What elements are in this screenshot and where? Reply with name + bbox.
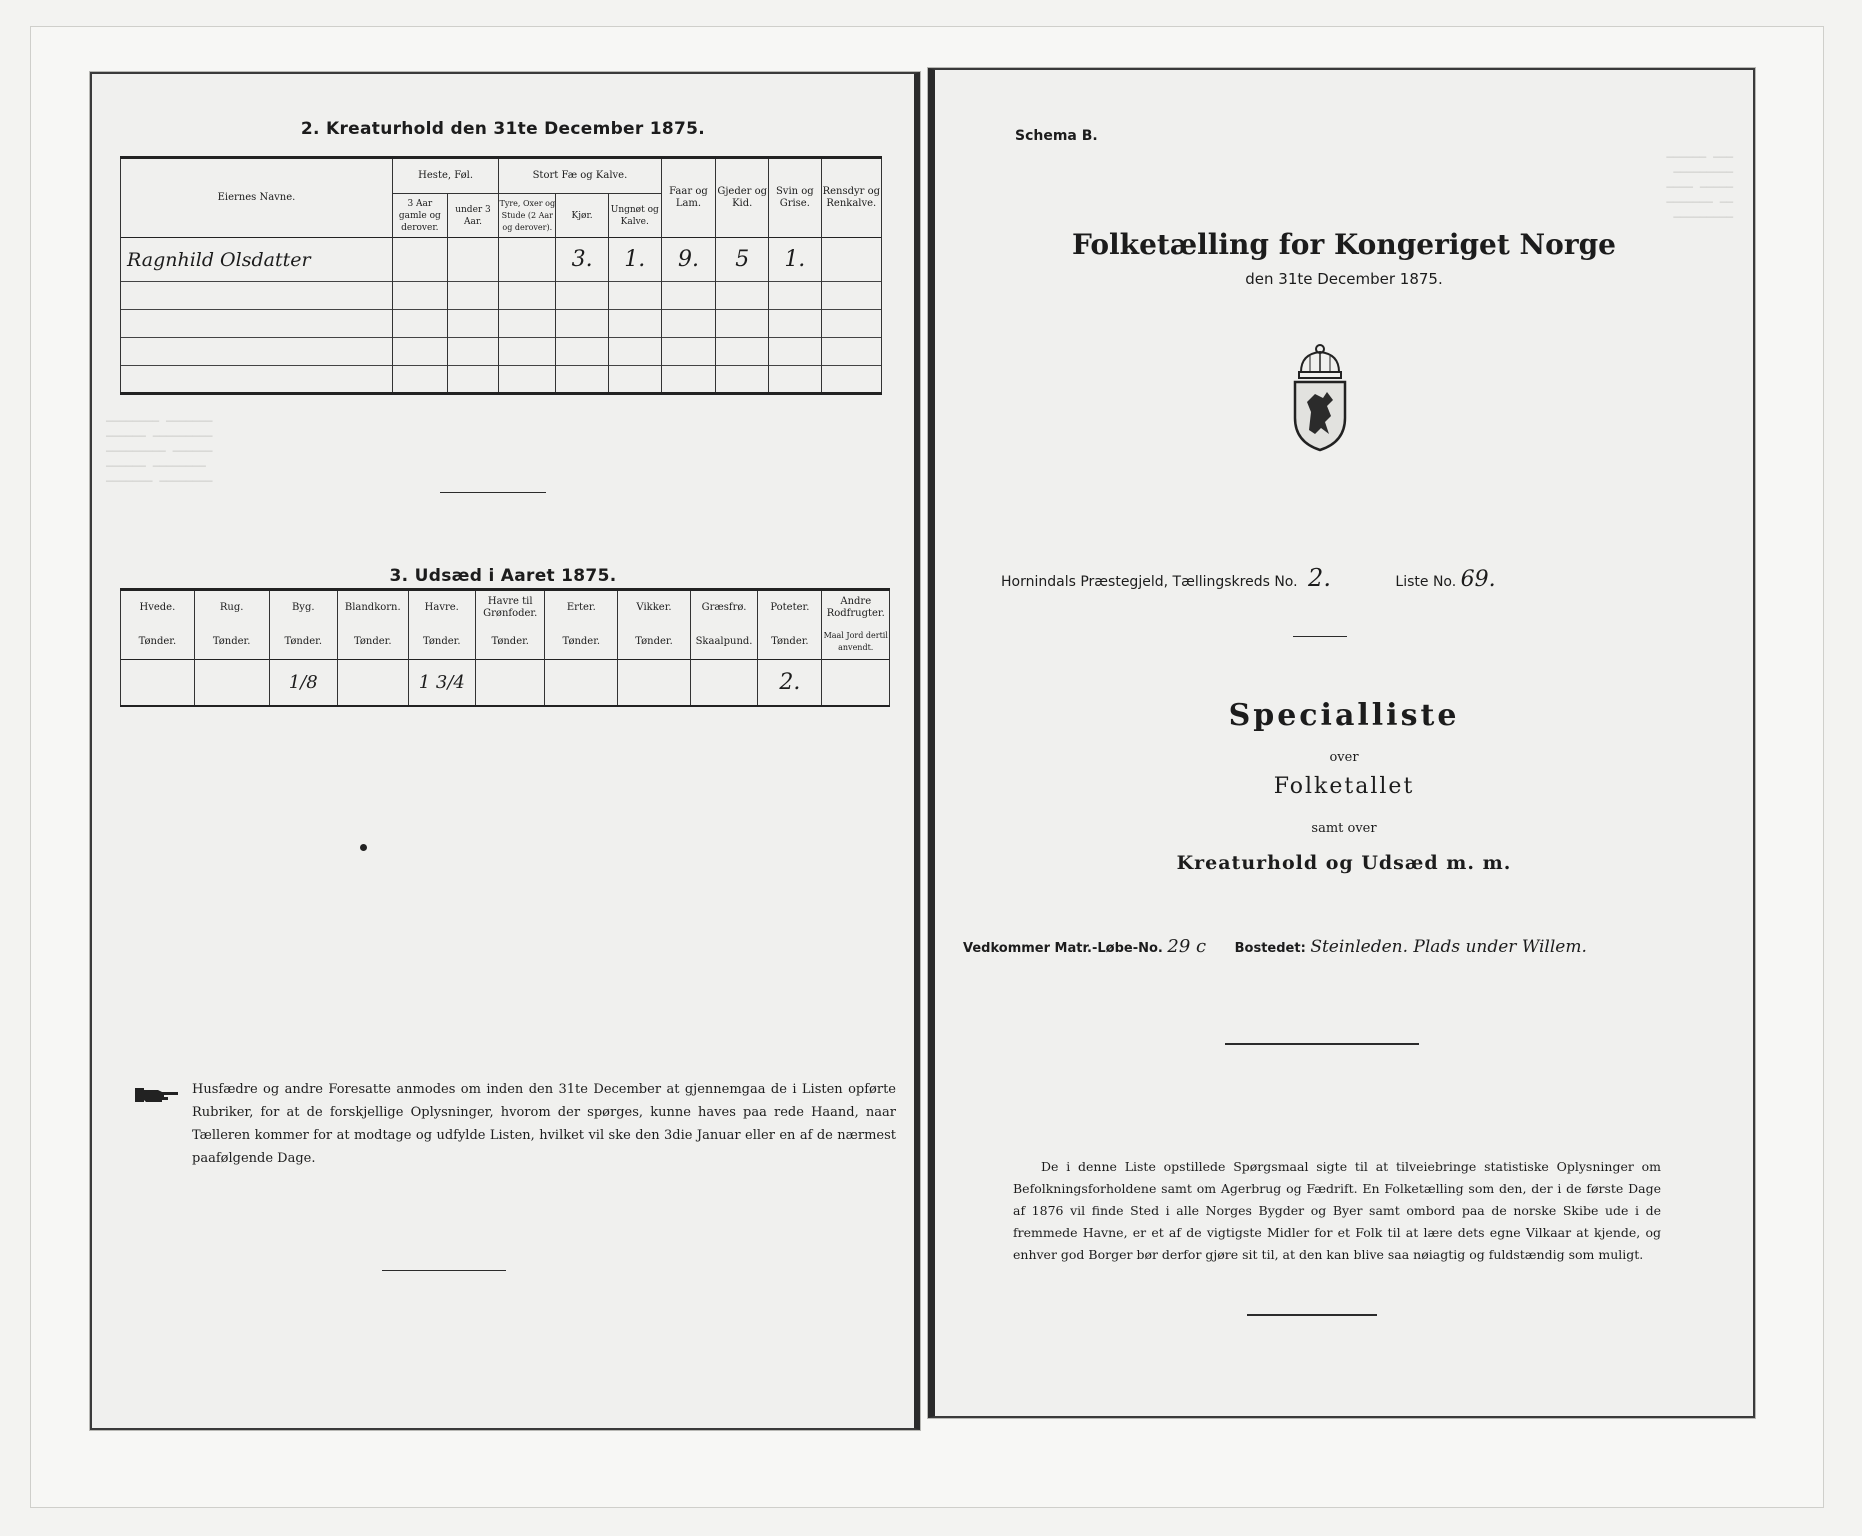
coat-of-arms-icon <box>1287 342 1353 454</box>
right-page <box>928 68 1755 1418</box>
divider <box>382 1270 506 1271</box>
seed-unit: Tønder. <box>618 626 691 660</box>
sheep-header: Faar og Lam. <box>661 158 716 238</box>
bosted-value: Steinleden. Plads under Willem. <box>1310 937 1587 957</box>
samt-over-text: samt over <box>1311 821 1377 836</box>
seed-heading: 3. Udsæd i Aaret 1875. <box>389 566 617 586</box>
seed-col-byg: Byg. <box>269 590 337 626</box>
seed-col-rug: Rug. <box>194 590 269 626</box>
sheep-value: 9. <box>661 238 716 282</box>
seed-col-erter: Erter. <box>545 590 618 626</box>
seed-col-vikker: Vikker. <box>618 590 691 626</box>
seed-col-rodfrugter: Andre Rodfrugter. <box>822 590 890 626</box>
seed-unit: Tønder. <box>758 626 822 660</box>
folketallet-text: Folketallet <box>1273 774 1415 799</box>
circuit-label: Tællingskreds No. <box>1172 574 1298 590</box>
census-title: Folketælling for Kongeriget Norge <box>1072 228 1616 261</box>
calves-header: Ungnøt og Kalve. <box>608 194 661 238</box>
horses-young-header: under 3 Aar. <box>447 194 499 238</box>
owner-header: Eiernes Navne. <box>121 158 393 238</box>
table-row <box>121 310 882 338</box>
pigs-value: 1. <box>769 238 822 282</box>
livestock-heading: 2. Kreaturhold den 31te December 1875. <box>300 119 706 139</box>
specialliste-heading: Specialliste <box>1228 698 1460 733</box>
matr-line <box>963 936 1587 957</box>
seed-value <box>194 660 269 706</box>
census-date: den 31te December 1875. <box>1245 270 1443 288</box>
seed-unit: Tønder. <box>475 626 545 660</box>
parish-label: Hornindals Præstegjeld, <box>1001 574 1169 590</box>
goats-header: Gjeder og Kid. <box>716 158 769 238</box>
seed-unit: Tønder. <box>269 626 337 660</box>
matr-value: 29 c <box>1167 936 1207 957</box>
seed-unit: Tønder. <box>194 626 269 660</box>
ink-dot <box>360 844 367 851</box>
horses-header: Heste, Føl. <box>392 158 498 194</box>
seed-col-havre-gronfoder: Havre til Grønfoder. <box>475 590 545 626</box>
goats-value: 5 <box>716 238 769 282</box>
horses-old-header: 3 Aar gamle og derover. <box>392 194 447 238</box>
pointing-hand-icon <box>134 1084 180 1106</box>
divider <box>440 492 546 493</box>
bosted-label: Bostedet: <box>1234 941 1306 956</box>
bulls-header: Tyre, Oxer og Stude (2 Aar og derover). <box>499 194 556 238</box>
cattle-header: Stort Fæ og Kalve. <box>499 158 661 194</box>
divider <box>1293 636 1347 637</box>
seed-unit: Tønder. <box>545 626 618 660</box>
seed-unit: Tønder. <box>121 626 195 660</box>
divider <box>1247 1314 1377 1316</box>
list-value: 69. <box>1460 567 1496 592</box>
seed-col-havre: Havre. <box>408 590 475 626</box>
seed-value <box>121 660 195 706</box>
seed-col-blandkorn: Blandkorn. <box>337 590 408 626</box>
table-row <box>121 366 882 394</box>
purpose-paragraph: De i denne Liste opstillede Spørgsmaal sigte til at tilveiebringe statistiske Oplysninger om Befolkningsforholdene samt om Agerbrug og Fædrift. En Folketælling som den, der i de første Dage af 1876 vil finde Sted i alle Norges Bygder og Byer samt ombord paa de norske Skibe ude i de fremmede Havne, er et af de vigtigste Midler for et Folk til at lære dets egne Vilkaar at kjende, og enhver god Borger bør derfor gjøre sit til, at den kan blive saa nøiagtig og fuldstændig som muligt. <box>1013 1159 1661 1262</box>
table-row <box>121 238 882 282</box>
bleed-through: ────── ─── ───────── ──── ───── ─────── ── ───────── <box>1666 151 1733 224</box>
notice-text: Husfædre og andre Foresatte anmodes om inden den 31te December at gjennemgaa de i Listen opførte Rubriker, for at de forskjellige Oplysninger, hvorom der spørges, kunne haves paa rede Haand, naar Tælleren kommer for at modtage og udfylde Listen, hvilket vil ske den 3die Januar eller en af de nærmest paafølgende Dage. <box>192 1082 896 1166</box>
livestock-table <box>120 156 882 395</box>
seed-value-havre: 1 3/4 <box>408 660 475 706</box>
kreaturhold-text: Kreaturhold og Udsæd m. m. <box>1176 852 1512 874</box>
reindeer-header: Rensdyr og Renkalve. <box>821 158 881 238</box>
seed-value <box>475 660 545 706</box>
seed-value <box>618 660 691 706</box>
pigs-header: Svin og Grise. <box>769 158 822 238</box>
seed-unit: Tønder. <box>408 626 475 660</box>
district-line <box>1001 564 1496 592</box>
list-label: Liste No. <box>1395 574 1457 590</box>
seed-value <box>545 660 618 706</box>
owner-name: Ragnhild Olsdatter <box>121 238 393 282</box>
seed-col-hvede: Hvede. <box>121 590 195 626</box>
seed-value <box>690 660 757 706</box>
seed-unit: Skaalpund. <box>690 626 757 660</box>
table-row <box>121 660 890 706</box>
seed-value-poteter: 2. <box>758 660 822 706</box>
bleed-through: ──────── ─────── ────── ───────── ───────── ────── ────── ──────── ─────── ──────── <box>106 415 213 488</box>
calves-value: 1. <box>608 238 661 282</box>
table-row <box>121 338 882 366</box>
seed-col-poteter: Poteter. <box>758 590 822 626</box>
seed-unit: Maal Jord dertil anvendt. <box>822 626 890 660</box>
cows-value: 3. <box>556 238 609 282</box>
seed-col-graesfro: Græsfrø. <box>690 590 757 626</box>
seed-table <box>120 588 890 707</box>
over-text: over <box>1329 750 1359 765</box>
cows-header: Kjør. <box>556 194 609 238</box>
seed-unit: Tønder. <box>337 626 408 660</box>
seed-value <box>822 660 890 706</box>
seed-value-byg: 1/8 <box>269 660 337 706</box>
circuit-value: 2. <box>1308 564 1331 592</box>
divider <box>1225 1043 1419 1045</box>
matr-label: Vedkommer Matr.-Løbe-No. <box>963 941 1163 956</box>
seed-value <box>337 660 408 706</box>
schema-label: Schema B. <box>1015 128 1098 144</box>
left-page <box>90 72 920 1430</box>
table-row <box>121 282 882 310</box>
